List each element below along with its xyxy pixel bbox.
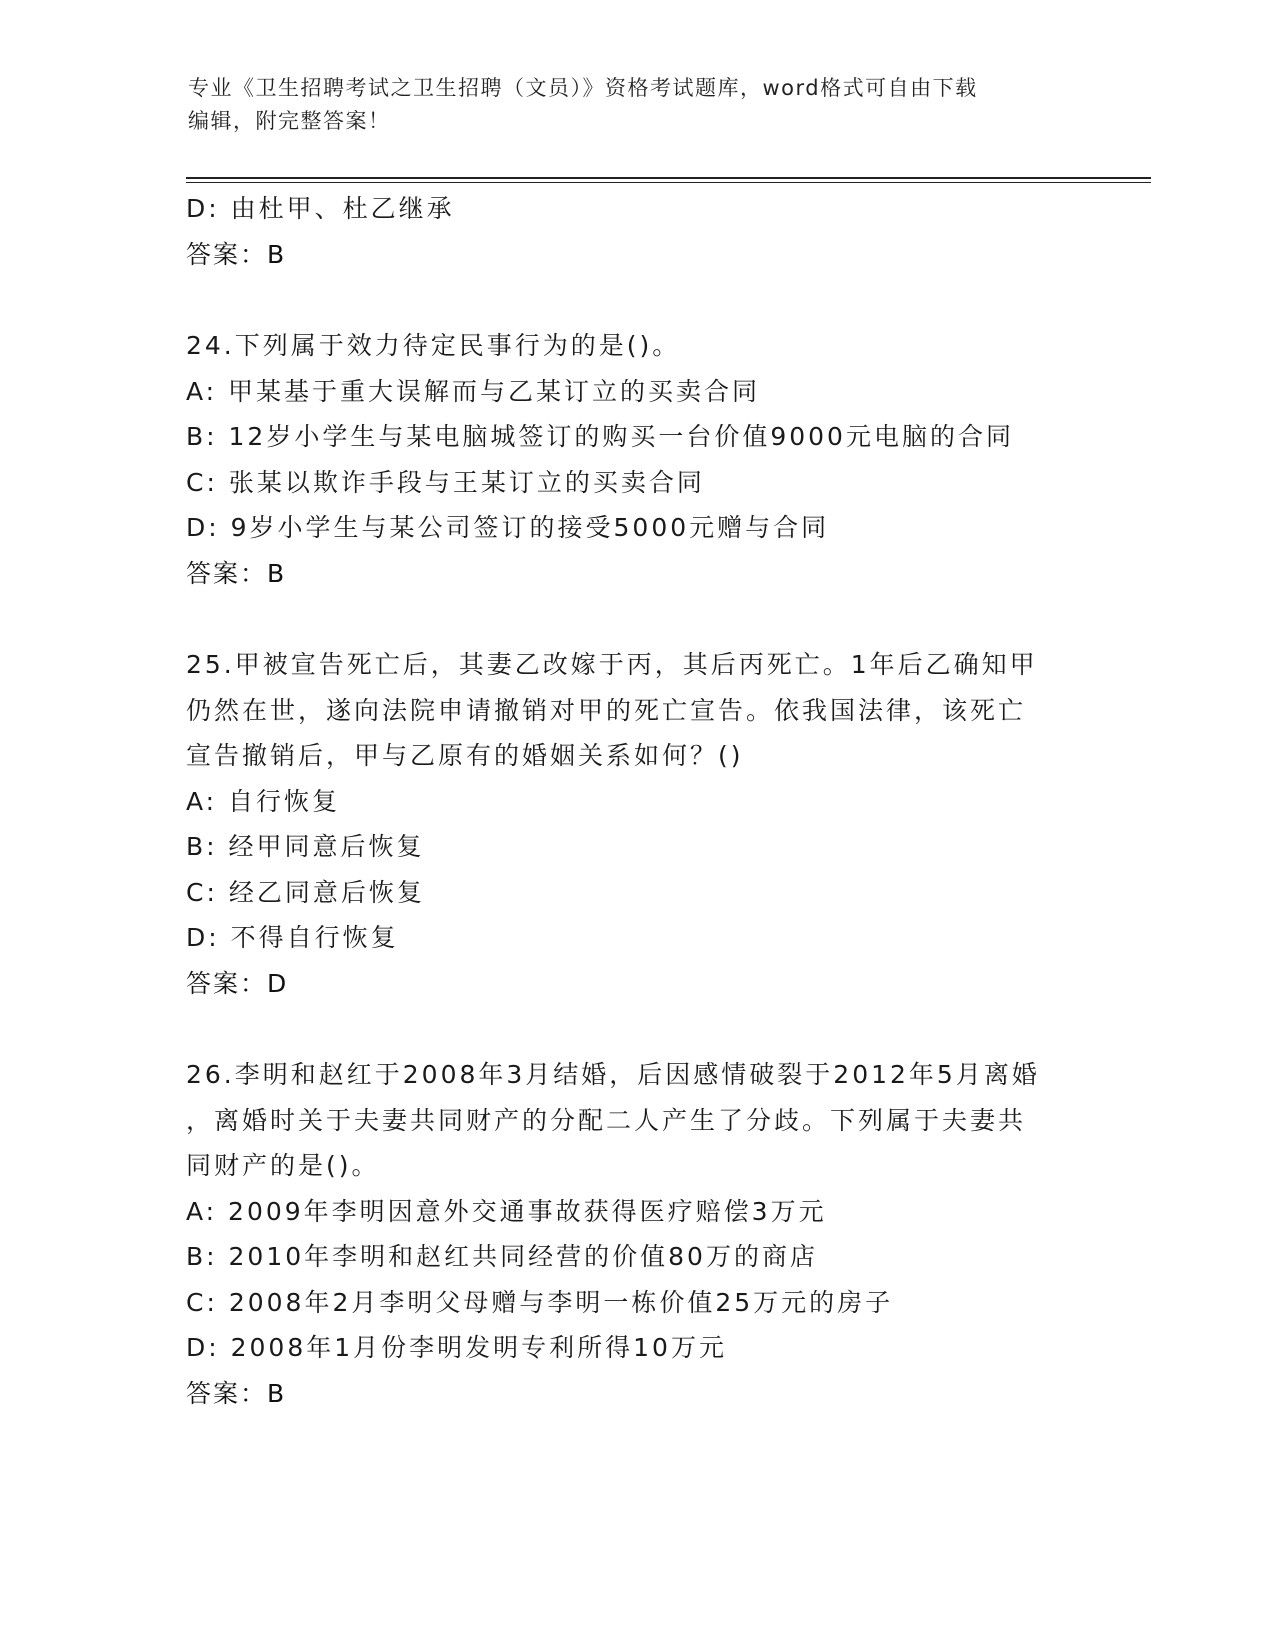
page-header: [188, 72, 1068, 138]
stem-line: 仍然在世，遂向法院申请撤销对甲的死亡宣告。依我国法律，该死亡: [186, 695, 1027, 725]
question-25: [186, 642, 1086, 1006]
question-stem: [186, 642, 1086, 779]
stem-line: 同财产的是()。: [186, 1151, 380, 1180]
answer-value: D: [267, 968, 289, 998]
answer-label: 答案：: [186, 968, 268, 998]
option-d: D: 由杜甲、杜乙继承: [186, 194, 455, 223]
option-a: A: 2009年李明因意外交通事故获得医疗赔偿3万元: [186, 1196, 827, 1226]
header-line-2: 编辑，附完整答案！: [188, 109, 391, 133]
answer-value: B: [267, 1378, 287, 1408]
previous-question-tail: [186, 186, 1086, 277]
option-b: B: 经甲同意后恢复: [186, 832, 425, 861]
question-stem: [186, 323, 1086, 369]
question-content: [186, 186, 1086, 1416]
answer-value: B: [267, 558, 287, 588]
spacer: [186, 596, 1086, 642]
stem-line: 25.甲被宣告死亡后，其妻乙改嫁于丙，其后丙死亡。1年后乙确知甲: [186, 650, 1038, 679]
option-b: B: 12岁小学生与某电脑城签订的购买一台价值9000元电脑的合同: [186, 422, 1014, 451]
spacer: [186, 277, 1086, 323]
stem-line: 24.下列属于效力待定民事行为的是()。: [186, 331, 681, 360]
answer: [186, 961, 1086, 1007]
option-d: D: 2008年1月份李明发明专利所得10万元: [186, 1333, 727, 1362]
option-b: B: 2010年李明和赵红共同经营的价值80万的商店: [186, 1242, 818, 1271]
option-c: C: 经乙同意后恢复: [186, 877, 425, 907]
option-d: D: 9岁小学生与某公司签订的接受5000元赠与合同: [186, 513, 830, 542]
answer: [186, 1371, 1086, 1417]
header-divider-thick: [186, 177, 1151, 179]
question-26: [186, 1052, 1086, 1416]
option-c: C: 张某以欺诈手段与王某订立的买卖合同: [186, 467, 705, 497]
answer-label: 答案：: [186, 1378, 268, 1408]
answer-label: 答案：: [186, 558, 268, 588]
answer-value: B: [267, 239, 287, 269]
option-c: C: 2008年2月李明父母赠与李明一栋价值25万元的房子: [186, 1287, 894, 1317]
stem-line: 26.李明和赵红于2008年3月结婚，后因感情破裂于2012年5月离婚: [186, 1060, 1040, 1089]
answer-label: 答案：: [186, 239, 268, 269]
stem-line: ，离婚时关于夫妻共同财产的分配二人产生了分歧。下列属于夫妻共: [186, 1105, 1027, 1135]
option-d: D: 不得自行恢复: [186, 923, 399, 952]
question-stem: [186, 1052, 1086, 1189]
option-a: A: 甲某基于重大误解而与乙某订立的买卖合同: [186, 376, 761, 406]
header-line-1: 专业《卫生招聘考试之卫生招聘（文员）》资格考试题库，word格式可自由下载: [188, 76, 978, 100]
answer: [186, 232, 1086, 278]
option-a: A: 自行恢复: [186, 786, 341, 816]
stem-line: 宣告撤销后，甲与乙原有的婚姻关系如何？(): [186, 741, 744, 770]
answer: [186, 551, 1086, 597]
header-divider-thin: [186, 182, 1151, 183]
spacer: [186, 1006, 1086, 1052]
question-24: [186, 323, 1086, 596]
